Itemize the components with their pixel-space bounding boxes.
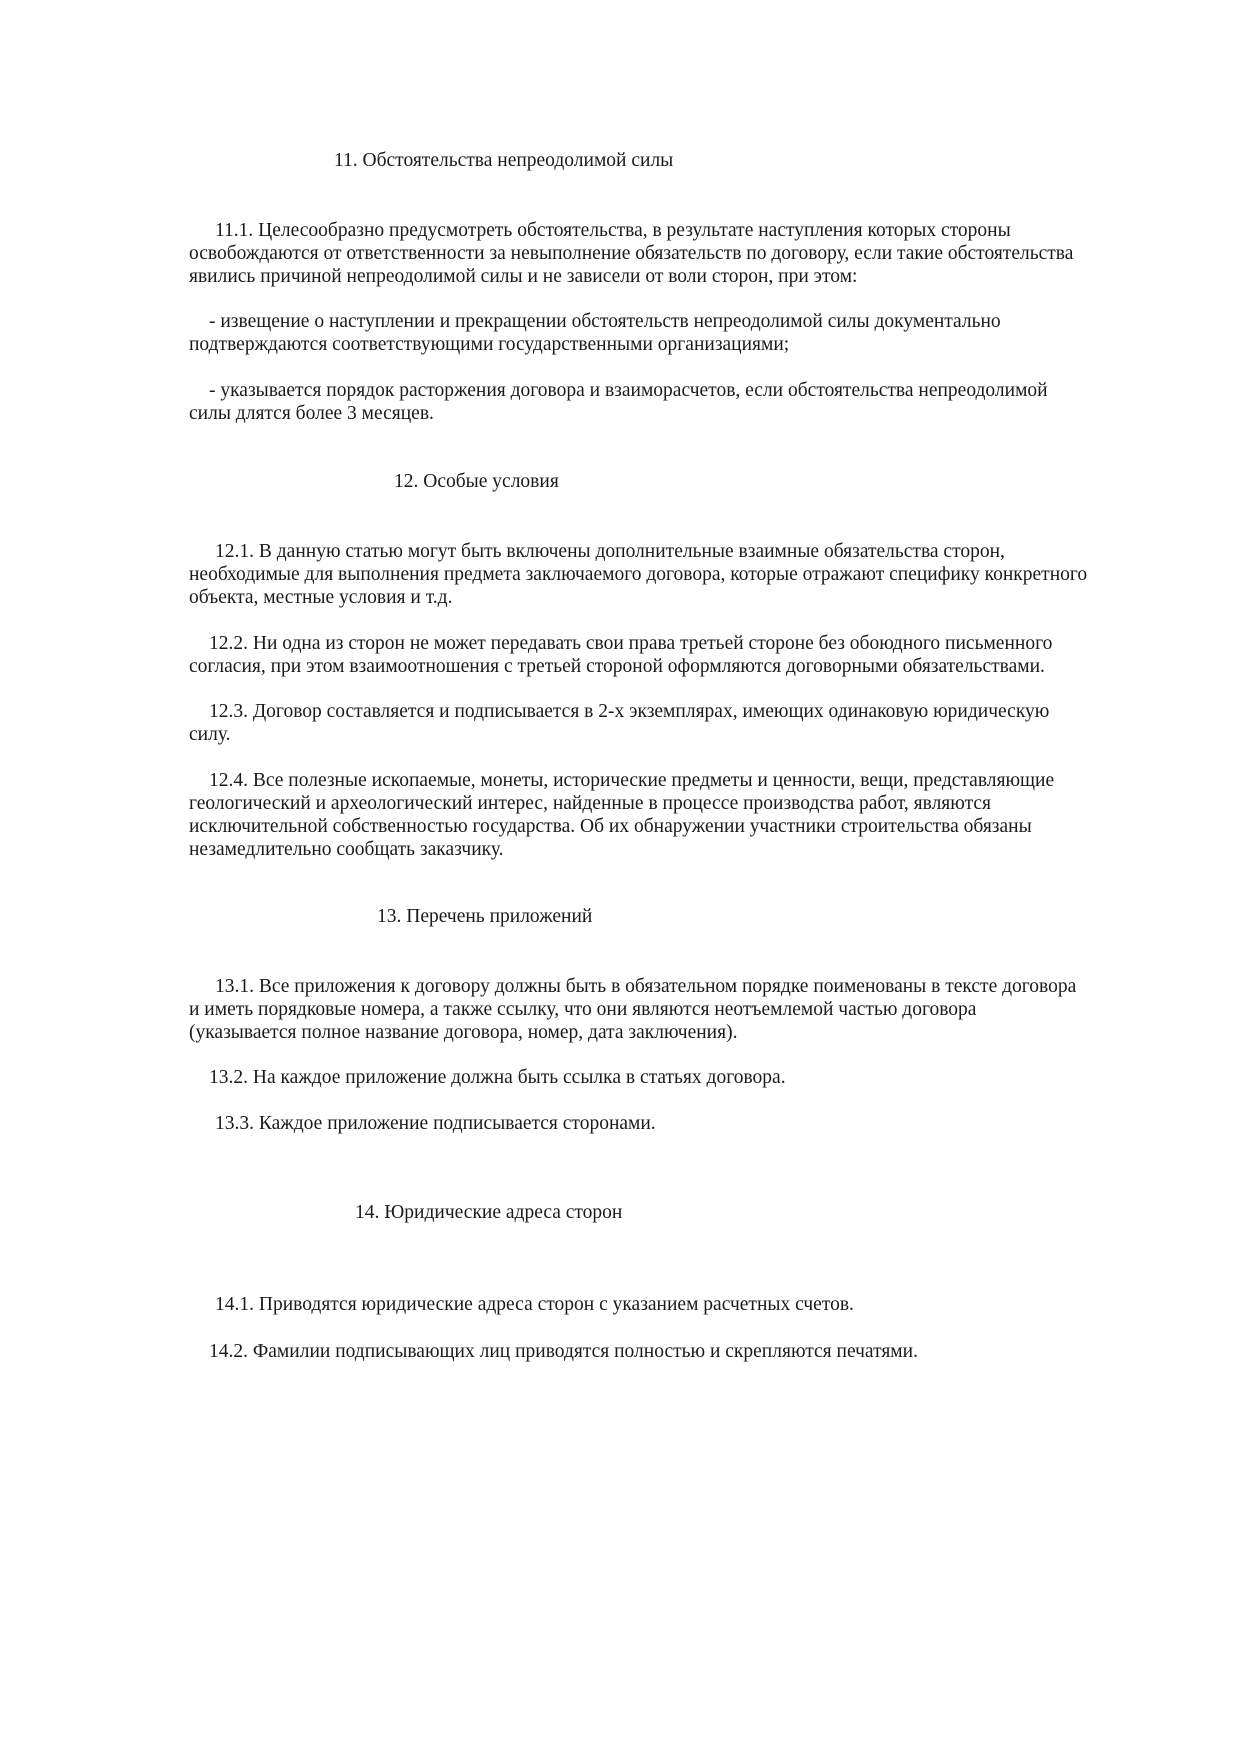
paragraph-line: 13.1. Все приложения к договору должны быть в обязательном порядке поименованы в тексте договора (215, 976, 1077, 997)
paragraph-11-termination (189, 379, 1149, 425)
paragraph-line: 14.1. Приводятся юридические адреса сторон с указанием расчетных счетов. (215, 1294, 854, 1315)
paragraph-line: геологический и археологический интерес, найденные в процессе производства работ, являются (189, 793, 991, 814)
paragraph-line: 12.3. Договор составляется и подписывается в 2-х экземплярах, имеющих одинаковую юридическую (209, 701, 1050, 722)
paragraph-line: незамедлительно сообщать заказчику. (189, 839, 504, 860)
paragraph-12-1 (189, 540, 1149, 609)
paragraph-14-2 (189, 1340, 1149, 1363)
paragraph-line: 13.2. На каждое приложение должна быть ссылка в статьях договора. (209, 1067, 786, 1088)
paragraph-line: и иметь порядковые номера, а также ссылку, что они являются неотъемлемой частью договора (189, 999, 977, 1020)
section-heading-14: 14. Юридические адреса сторон (355, 1202, 623, 1223)
paragraph-line: явились причиной непреодолимой силы и не зависели от воли сторон, при этом: (189, 266, 858, 287)
paragraph-14-1 (189, 1293, 1149, 1316)
section-heading-13: 13. Перечень приложений (377, 906, 593, 927)
paragraph-line: 12.1. В данную статью могут быть включены дополнительные взаимные обязательства сторон, (215, 541, 1005, 562)
paragraph-line: исключительной собственностью государства. Об их обнаружении участники строительства обязаны (189, 816, 1032, 837)
paragraph-line: силы длятся более 3 месяцев. (189, 403, 434, 424)
paragraph-13-2 (189, 1066, 1149, 1089)
section-heading-12: 12. Особые условия (394, 471, 559, 492)
paragraph-line: 12.2. Ни одна из сторон не может передавать свои права третьей стороне без обоюдного письменного (209, 633, 1053, 654)
paragraph-13-3 (189, 1112, 1149, 1135)
paragraph-line: 12.4. Все полезные ископаемые, монеты, исторические предметы и ценности, вещи, представляющие (209, 770, 1055, 791)
paragraph-12-2 (189, 632, 1149, 678)
paragraph-line: необходимые для выполнения предмета заключаемого договора, которые отражают специфику конкретного (189, 564, 1088, 585)
paragraph-12-4 (189, 769, 1149, 861)
paragraph-12-3 (189, 700, 1149, 746)
paragraph-line: 13.3. Каждое приложение подписывается сторонами. (215, 1113, 656, 1134)
paragraph-line: согласия, при этом взаимоотношения с третьей стороной оформляются договорными обязательствами. (189, 656, 1045, 677)
section-heading-11: 11. Обстоятельства непреодолимой силы (334, 150, 674, 171)
paragraph-line: силу. (189, 724, 231, 745)
paragraph-line: - указывается порядок расторжения договора и взаиморасчетов, если обстоятельства непреодолимой (209, 380, 1048, 401)
paragraph-line: объекта, местные условия и т.д. (189, 587, 453, 608)
paragraph-line: 11.1. Целесообразно предусмотреть обстоятельства, в результате наступления которых стороны (215, 220, 1011, 241)
paragraph-line: - извещение о наступлении и прекращении обстоятельств непреодолимой силы документально (209, 311, 1001, 332)
paragraph-line: 14.2. Фамилии подписывающих лиц приводятся полностью и скрепляются печатями. (209, 1341, 918, 1362)
paragraph-line: (указывается полное название договора, номер, дата заключения). (189, 1022, 738, 1043)
paragraph-13-1 (189, 975, 1149, 1044)
paragraph-11-notice (189, 310, 1149, 356)
paragraph-11-1 (189, 219, 1149, 288)
paragraph-line: освобождаются от ответственности за невыполнение обязательств по договору, если такие обстоятельства (189, 243, 1074, 264)
paragraph-line: подтверждаются соответствующими государственными организациями; (189, 334, 790, 355)
